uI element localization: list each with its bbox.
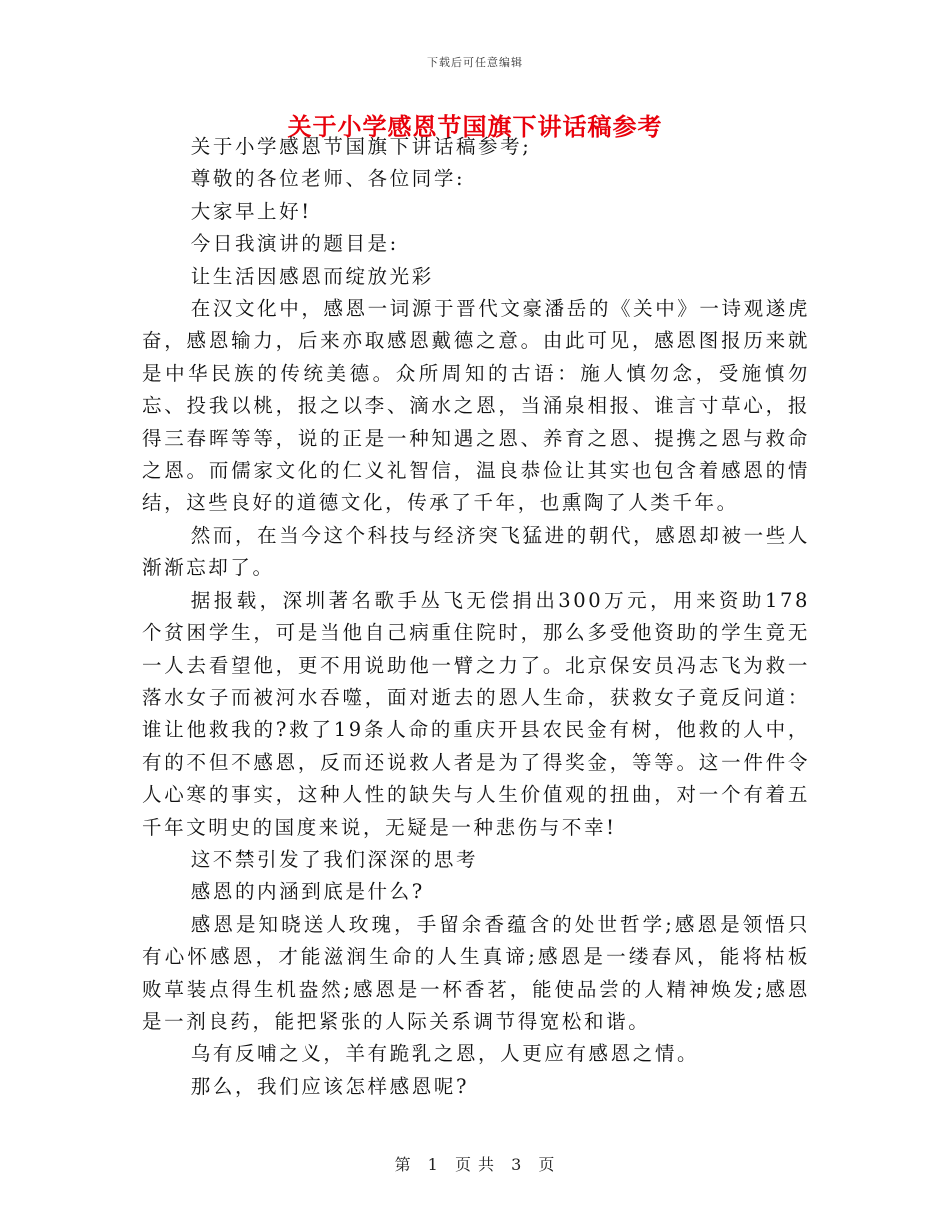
footer-total-pages: 3 bbox=[511, 1155, 523, 1174]
paragraph-however: 然而，在当今这个科技与经济突飞猛进的朝代，感恩却被一些人渐渐忘却了。 bbox=[142, 523, 810, 580]
document-title: 关于小学感恩节国旗下讲话稿参考 bbox=[287, 112, 663, 141]
page-header-note: 下载后可任意编辑 bbox=[427, 56, 523, 69]
paragraph-meaning: 感恩是知晓送人玫瑰，手留余香蕴含的处世哲学;感恩是领悟只有心怀感恩，才能滋润生命的人生真谛;感恩是一缕春风，能将枯板败草装点得生机盎然;感恩是一杯香茗，能使品尝的人精神焕发;感恩是一剂良药，能把紧张的人际关系调节得宽松和谐。 bbox=[142, 912, 810, 1033]
footer-middle: 页 共 bbox=[454, 1155, 496, 1174]
paragraph-topic-intro: 今日我演讲的题目是: bbox=[190, 232, 399, 256]
paragraph-question: 感恩的内涵到底是什么? bbox=[190, 880, 425, 904]
page-footer bbox=[0, 1152, 950, 1175]
paragraph-history: 在汉文化中，感恩一词源于晋代文豪潘岳的《关中》一诗观遂虎奋，感恩输力，后来亦取感恩戴德之意。由此可见，感恩图报历来就是中华民族的传统美德。众所周知的古语：施人慎勿念，受施慎勿忘、投我以桃，报之以李、滴水之恩，当涌泉相报、谁言寸草心，报得三春晖等等，说的正是一种知遇之恩、养育之恩、提携之恩与救命之恩。而儒家文化的仁义礼智信，温良恭俭让其实也包含着感恩的情结，这些良好的道德文化，传承了千年，也熏陶了人类千年。 bbox=[142, 297, 810, 515]
paragraph-topic: 让生活因感恩而绽放光彩 bbox=[190, 264, 434, 288]
document-body bbox=[142, 131, 810, 1103]
footer-prefix: 第 bbox=[394, 1155, 412, 1174]
paragraph-examples: 据报载，深圳著名歌手丛飞无偿捐出300万元，用来资助178个贫困学生，可是当他自己病重住院时，那么多受他资助的学生竟无一人去看望他，更不用说助他一臂之力了。北京保安员冯志飞为救一落水女子而被河水吞噬，面对逝去的恩人生命，获救女子竟反问道：谁让他救我的?救了19条人命的重庆开县农民金有树，他救的人中，有的不但不感恩，反而还说救人者是为了得奖金，等等。这一件件令人心寒的事实，这种人性的缺失与人生价值观的扭曲，对一个有着五千年文明史的国度来说，无疑是一种悲伤与不幸! bbox=[142, 588, 810, 839]
paragraph-how: 那么，我们应该怎样感恩呢? bbox=[190, 1074, 470, 1098]
paragraph-proverb: 乌有反哺之义，羊有跪乳之恩，人更应有感恩之情。 bbox=[190, 1042, 700, 1066]
paragraph-salutation: 尊敬的各位老师、各位同学: bbox=[190, 167, 466, 191]
footer-suffix: 页 bbox=[538, 1155, 556, 1174]
paragraph-reflection: 这不禁引发了我们深深的思考 bbox=[190, 847, 479, 871]
footer-current-page: 1 bbox=[427, 1155, 439, 1174]
paragraph-heading-repeat: 关于小学感恩节国旗下讲话稿参考; bbox=[190, 135, 532, 158]
paragraph-greeting: 大家早上好! bbox=[190, 199, 312, 223]
